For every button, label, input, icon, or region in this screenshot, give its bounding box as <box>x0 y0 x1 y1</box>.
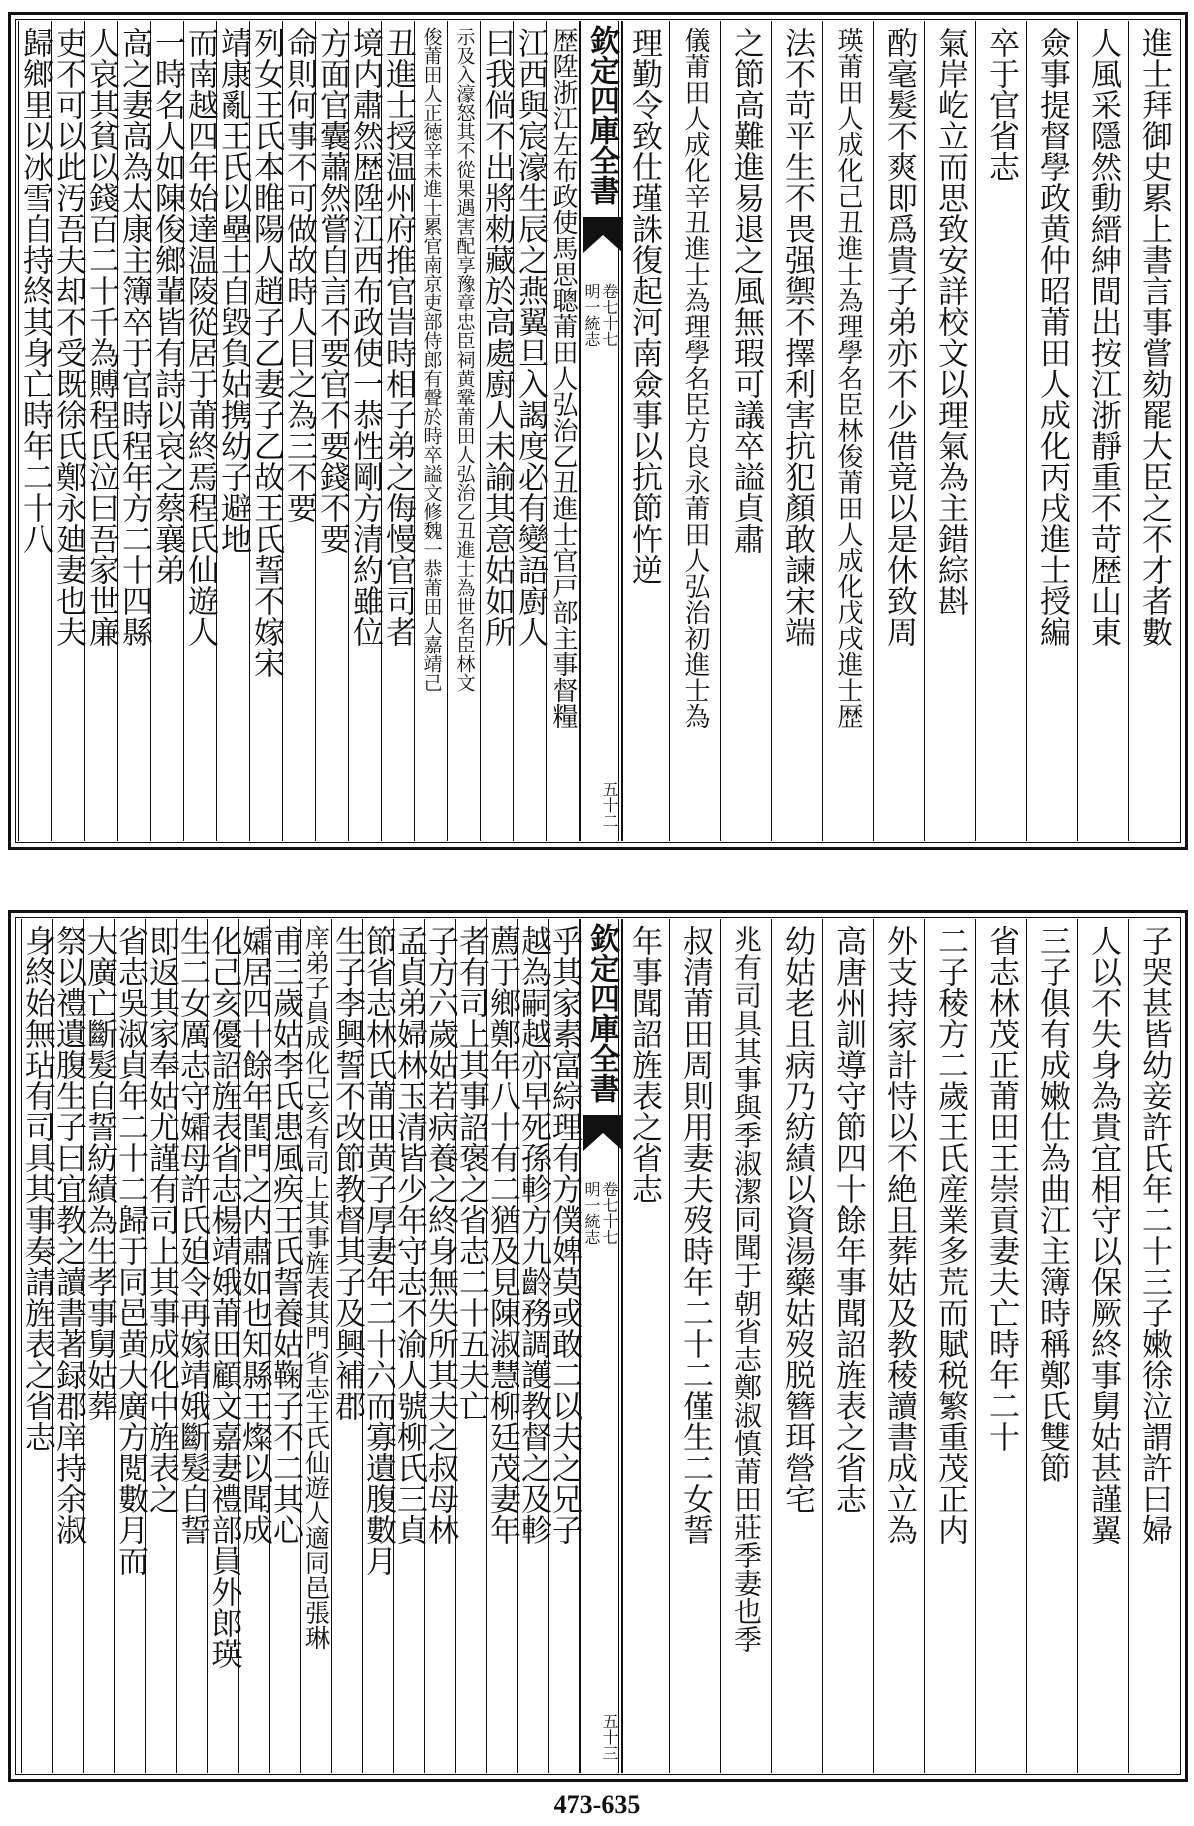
column-text: 三子俱有成嫩仕為曲江主簿時稱鄭氏雙節 <box>1034 925 1070 1483</box>
top-right-half <box>617 21 1179 841</box>
column-text: 孟貞弟婦林玉清皆少年守志不渝人號柳氏三貞 <box>391 925 427 1545</box>
gutter-title: 欽定四庫全書 <box>584 923 619 1103</box>
column-text: 曰我倘不出將勑藏於高處廚人未諭其意姑如所 <box>479 27 515 647</box>
column-text: 二子稜方二歲王氏産業多荒而賦税繁重茂正内 <box>932 925 968 1545</box>
top-center-gutter <box>579 21 623 841</box>
column-text: 節省志林氏莆田黄子厚妻年二十六而寡遺腹數月 <box>360 925 396 1576</box>
column-text: 大廣亡斷髮自誓紡績為生孝事舅姑葬 <box>81 925 117 1421</box>
column-text: 歸鄉里以冰雪自持終其身亡時年二十八 <box>17 27 53 554</box>
text-column <box>618 919 669 1773</box>
column-text: 境内肅然歴陞江西布政使一恭性剛方清約雖位 <box>347 27 383 647</box>
column-text: 兆有司具其事與季淑潔同聞于朝省志鄭淑慎莆田莊季妻也季 <box>730 925 763 1653</box>
gutter-page-number: 五十三 <box>600 1713 619 1761</box>
text-column <box>1128 21 1179 841</box>
column-text: 而南越四年始達温陵從居于莆終焉程氏仙遊人 <box>182 27 218 647</box>
bottom-right-half <box>617 919 1179 1773</box>
column-text: 俊莆田人正徳辛未進士累官南京吏部侍郎有聲於時卒謚文修魏一恭莆田人嘉靖己 <box>420 27 443 692</box>
gutter-page-number: 五十二 <box>600 781 619 829</box>
column-text: 方面官囊蕭然嘗自言不要官不要錢不要 <box>314 27 350 554</box>
column-text: 高唐州訓導守節四十餘年事聞詔旌表之省志 <box>830 925 866 1514</box>
column-text: 歴陞浙江左布政使馬思聰莆田人弘治乙丑進士官戸部主事督糧 <box>548 27 578 729</box>
column-text: 子哭甚皆幼妾許氏年二十三子嫩徐泣謂許曰婦 <box>1136 925 1172 1545</box>
bottom-center-gutter <box>579 919 623 1773</box>
text-column <box>216 21 249 841</box>
text-column <box>975 919 1026 1773</box>
text-column <box>1026 919 1077 1773</box>
text-column <box>117 21 150 841</box>
column-text: 理勤令致仕瑾誅復起河南僉事以抗節忤逆 <box>626 27 662 585</box>
text-column <box>1077 21 1128 841</box>
column-text: 吏不可以此汚吾夫却不受既徐氏鄭永廸妻也夫 <box>50 27 86 647</box>
column-text: 外支持家計恃以不絶且葬姑及教稜讀書成立為 <box>881 925 917 1545</box>
column-text: 省志林茂正莆田王崇貢妻夫亡時年二十 <box>983 925 1019 1452</box>
text-column <box>669 919 720 1773</box>
text-column <box>720 21 771 841</box>
text-column <box>822 21 873 841</box>
column-text: 生子李興誓不改節教督其子及興補郡 <box>329 925 365 1421</box>
text-column <box>282 21 315 841</box>
gutter-title: 欽定四庫全書 <box>584 25 619 205</box>
column-text: 命則何事不可做故時人目之為三不要 <box>281 27 317 523</box>
column-text: 生二女厲志守孀母許氏廹令再嫁靖娥斷髮自誓 <box>174 925 210 1545</box>
column-text: 僉事提督學政黄仲昭莆田人成化丙戌進士授編 <box>1034 27 1070 647</box>
column-text: 瑛莆田人成化己丑進士為理學名臣林俊莆田人成化戊戌進士歴 <box>833 27 863 729</box>
column-text: 法不苛平生不畏强禦不擇利害抗犯顏敢諫宋端 <box>779 27 815 647</box>
column-text: 者有司上其事詔褒之省志二十五夫亡 <box>453 925 489 1421</box>
column-text: 卒于官省志 <box>983 27 1019 182</box>
column-text: 列女王氏本睢陽人趙子乙妻子乙故王氏誓不嫁宋 <box>248 27 284 678</box>
text-column <box>669 21 720 841</box>
text-column <box>924 21 975 841</box>
text-column <box>150 21 183 841</box>
gutter-volume: 卷七十七 <box>600 283 619 347</box>
gutter-book-title: 明一統志 <box>582 283 601 347</box>
column-text: 江西與宸濠生辰之燕翼旦入謁度必有變語廚人 <box>512 27 548 647</box>
column-text: 年事聞詔旌表之省志 <box>626 925 662 1204</box>
text-column <box>84 21 117 841</box>
fishtail-mark <box>583 217 623 253</box>
column-text: 化己亥優詔旌表省志楊靖娥莆田顧文嘉妻禮部員外郎瑛 <box>205 925 242 1669</box>
text-column <box>873 21 924 841</box>
text-column <box>19 919 55 1773</box>
column-text: 進士拜御史累上書言事嘗劾罷大臣之不才者數 <box>1136 27 1172 647</box>
column-text: 越為嗣越亦早死孫軫方九齡務調護教督之及軫 <box>515 925 551 1545</box>
text-column <box>447 21 480 841</box>
text-column <box>924 919 975 1773</box>
column-text: 幼姑老且病乃紡績以資湯藥姑歿脱簪珥營宅 <box>779 925 815 1514</box>
top-left-half <box>17 21 579 841</box>
column-text: 子方六歲姑若病養之終身無失所其夫之叔母林 <box>422 925 458 1545</box>
text-column <box>1026 21 1077 841</box>
text-column <box>975 21 1026 841</box>
column-text: 人風采隱然動縉紳間出按江浙靜重不苛歴山東 <box>1085 27 1121 647</box>
text-column <box>329 919 365 1773</box>
column-text: 祭以禮遺腹生子曰宜教之讀書著録郡庠持余淑 <box>50 925 86 1545</box>
column-text: 薦于鄉鄭年八十有二猶及見陳淑慧柳廷茂妻年 <box>484 925 520 1545</box>
text-column <box>873 919 924 1773</box>
footer-page-code: 473-635 <box>553 1790 641 1819</box>
column-text: 儀莆田人成化辛丑進士為理學名臣方良永莆田人弘治初進士為 <box>680 27 710 729</box>
column-text: 庠弟子員成化己亥有司上其事旌表其門省志王氏仙遊人適同邑張琳 <box>301 925 331 1650</box>
column-text: 高之妻高為太康主簿卒于官時程年方二十四縣 <box>116 27 152 647</box>
text-column <box>414 21 447 841</box>
column-text: 甫三歲姑李氏患風疾王氏誓養姑鞠子不二其心 <box>267 925 303 1545</box>
text-column <box>822 919 873 1773</box>
text-column <box>1128 919 1179 1773</box>
column-text: 一時名人如陳俊鄉輩皆有詩以哀之蔡襄弟 <box>149 27 185 585</box>
column-text: 省志吳淑貞年二十二歸于同邑黄大廣方閲數月而 <box>112 925 148 1576</box>
text-column <box>381 21 414 841</box>
column-text: 之節高難進易退之風無瑕可議卒謚貞肅 <box>728 27 764 554</box>
text-column <box>236 919 272 1773</box>
column-text: 即返其家奉姑尤謹有司上其事成化中旌表之 <box>143 925 179 1514</box>
text-column <box>720 919 771 1773</box>
text-column <box>513 21 546 841</box>
bottom-left-half <box>17 919 582 1773</box>
text-column <box>771 21 822 841</box>
gutter-volume: 卷七十七 <box>600 1181 619 1245</box>
column-text: 靖康亂王氏以壘土自毀負姑携幼子避地 <box>215 27 251 554</box>
text-column <box>546 21 579 841</box>
text-column <box>1077 919 1128 1773</box>
column-text: 孀居四十餘年閨門之内肅如也知縣王燦以聞成 <box>236 925 272 1545</box>
page-bottom <box>8 910 1188 1782</box>
column-text: 丑進士授温州府推官旹時相子弟之侮慢官司者 <box>380 27 416 647</box>
column-text: 人哀其貧以錢百二十千為賻程氏泣曰吾家世廉 <box>83 27 119 647</box>
text-column <box>618 21 669 841</box>
column-text: 叔清莆田周則用妻夫歿時年二十二僅生二女誓 <box>677 925 713 1545</box>
column-text: 氣岸屹立而思致安詳校文以理氣為主錯綜斟 <box>932 27 968 616</box>
column-text: 酌毫髮不爽即爲貴子弟亦不少借竟以是休致周 <box>881 27 917 647</box>
column-text: 人以不失身為貴宜相守以保厥終事舅姑甚謹翼 <box>1085 925 1121 1545</box>
page-top <box>8 12 1188 850</box>
fishtail-mark <box>583 1115 623 1151</box>
text-column <box>771 919 822 1773</box>
column-text: 乎其家素富綜理有方僕婢莫或敢二以夫之兄子 <box>546 925 582 1545</box>
gutter-book-title: 明一統志 <box>582 1181 601 1245</box>
text-column <box>18 21 51 841</box>
text-column <box>480 21 513 841</box>
column-text: 示及入濠怒其不從果遇害配享豫章忠臣祠黄鞏莆田人弘治乙丑進士為世名臣林文 <box>453 27 476 692</box>
column-text: 身終始無玷有司具其事奏請旌表之省志 <box>19 925 55 1452</box>
